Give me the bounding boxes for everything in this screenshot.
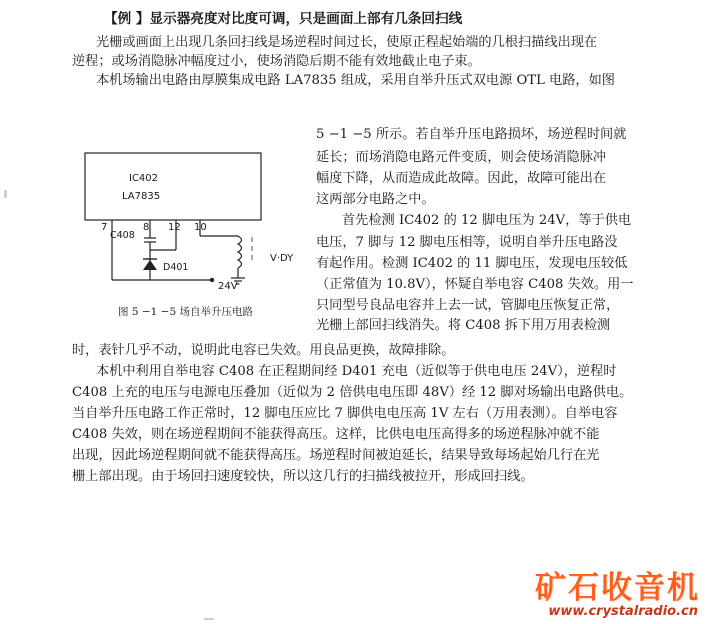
watermark-logo: 矿石收音机 (535, 570, 700, 606)
paragraph-line: 幅度下降，从而造成此故障。因此，故障可能出在 (316, 171, 607, 186)
pin-10-label: 10 (194, 222, 207, 233)
paragraph-line: C408 失效，则在场逆程期间不能获得高压。这样，比供电电压高得多的场逆程脉冲就不能 (72, 427, 600, 442)
ic-box (85, 153, 261, 220)
paragraph-line: 光栅或画面上出现几条回扫线是场逆程时间过长，使原正程起始端的几根扫描线出现在 (96, 35, 598, 50)
paragraph-line: 出现，因此场逆程期间就不能获得高压。场逆程时间被迫延长，结果导致每场起始几行在光 (72, 448, 600, 463)
paragraph-line: 光栅上部回扫线消失。将 C408 拆下用万用表检测 (316, 318, 611, 333)
paragraph-line: C408 上充的电压与电源电压叠加（近似为 2 倍供电电压即 48V）经 12 脚对场输出电路供电。 (72, 385, 633, 400)
paragraph-line: 首先检测 IC402 的 12 脚电压为 24V，等于供电 (342, 213, 632, 228)
figure-caption: 图 5 −1 −5 场自举升压电路 (118, 306, 253, 318)
diode-symbol (143, 260, 157, 270)
paragraph-line: 本机场输出电路由厚膜集成电路 LA7835 组成，采用自举升压式双电源 OTL 电路，如图 (96, 73, 615, 88)
paragraph-line: 有起作用。检测 IC402 的 11 脚电压，发现电压较低 (316, 256, 628, 271)
pin-7-label: 7 (101, 222, 108, 233)
supply-label: 24V (218, 281, 238, 292)
ic-name-label: IC402 (129, 173, 159, 184)
deflection-coil (238, 236, 242, 268)
paragraph-line: 当自举升压电路工作正常时，12 脚电压应比 7 脚供电电压高 1V 左右（万用表测）。自举电容 (72, 406, 618, 421)
paragraph-line: 只同型号良品电容并上去一试，管脚电压恢复正常， (316, 298, 620, 313)
ic-part-label: LA7835 (122, 191, 161, 202)
coil-label: V·DY (270, 253, 294, 264)
pin-12-label: 12 (168, 222, 181, 233)
paragraph-line: 时，表针几乎不动，说明此电容已失效。用良品更换，故障排除。 (72, 343, 455, 358)
scan-speck (4, 190, 7, 198)
paragraph-line: （正常值为 10.8V），怀疑自举电容 C408 失效。用一 (316, 277, 634, 292)
paragraph-line: 本机中利用自举电容 C408 在正程期间经 D401 充电（近似等于供电电压 24V），逆程时 (96, 364, 617, 379)
section-title: 【例 】显示器亮度对比度可调，只是画面上部有几条回扫线 (104, 11, 463, 27)
paragraph-line: 5 −1 −5 所示。若自举升压电路损坏，场逆程时间就 (316, 127, 627, 142)
watermark-url: www.crystalradio.cn (548, 604, 698, 619)
diode-label: D401 (163, 262, 189, 273)
paragraph-line: 栅上部出现。由于场回扫速度较快，所以这几行的扫描线被拉开，形成回扫线。 (72, 469, 534, 484)
capacitor-label: C408 (110, 230, 135, 241)
paragraph-line: 逆程；或场消隐脉冲幅度过小，使场消隐后期不能有效地截止电子束。 (72, 54, 481, 69)
paragraph-line: 延长；而场消隐电路元件变质，则会使场消隐脉冲 (316, 150, 607, 165)
paragraph-line: 这两部分电路之中。 (316, 192, 435, 207)
scan-speck (204, 618, 214, 620)
paragraph-line: 电压，7 脚与 12 脚电压相等，说明自举升压电路没 (316, 235, 618, 250)
pin-8-label: 8 (143, 222, 150, 233)
